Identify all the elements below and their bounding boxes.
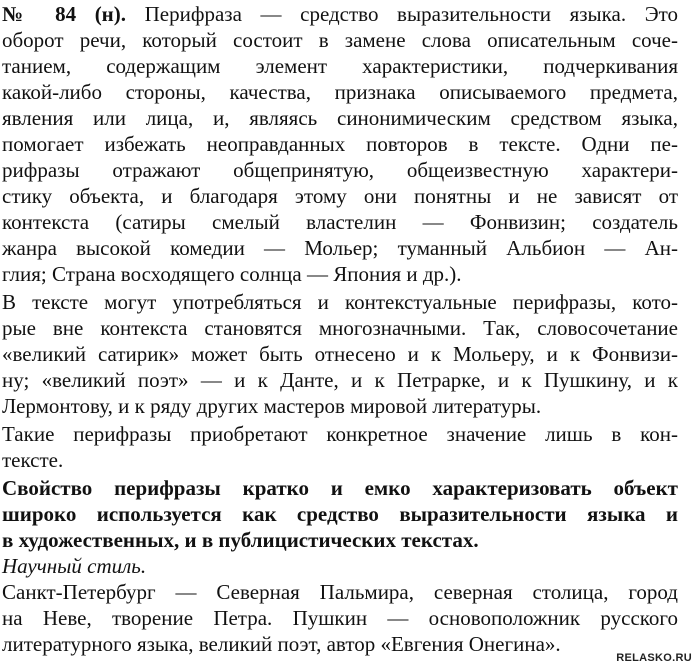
bold-rule-line: в художественных, и в публицистических текстах. [2,528,479,552]
text-line: явления или лица, и, являясь синонимическим средством языка, [2,106,678,130]
watermark: RELASKO.RU [616,652,692,664]
text-line: рифразы отражают общепринятую, общеизвестную характери- [2,158,678,182]
text-line: Перифраза — средство выразительности языка. Это [144,2,678,26]
task-marker: (н). [94,2,127,26]
text-line: Лермонтову, и к ряду других мастеров мировой литературы. [2,394,542,418]
text-line: стику объекта, и благодаря этому они понятны и не зависят от [2,184,678,208]
example-line: Санкт-Петербург — Северная Пальмира, северная столица, город [2,580,678,604]
text-line: Такие перифразы приобретают конкретное значение лишь в кон- [2,422,678,446]
task-first-line [2,1,678,27]
bold-rule-line: Свойство перифразы кратко и емко характеризовать объект [2,476,678,500]
example-line: на Неве, творение Петра. Пушкин — основоположник русского [2,606,678,630]
text-line: рые вне контекста становятся многозначными. Так, словосочетание [2,316,678,340]
bold-rule-line: широко используется как средство выразительности языка и [2,502,678,526]
example-line: литературного языка, великий поэт, автор «Евгения Онегина». [2,632,561,656]
text-line: помогает избежать неоправданных повторов в тексте. Одни пе- [2,132,678,156]
text-line: жанра высокой комедии — Мольер; туманный Альбион — Ан- [2,236,678,260]
text-line: контекста (сатиры смелый властелин — Фонвизин; создатель [2,210,678,234]
task-number: № 84 [2,2,77,26]
text-line: тексте. [2,448,64,472]
text-line: глия; Страна восходящего солнца — Япония и др.). [2,262,462,286]
style-label: Научный стиль. [2,554,147,578]
text-line: какой-либо стороны, качества, признака описываемого предмета, [2,80,678,104]
text-line: оборот речи, который состоит в замене слова описательным соче- [2,28,678,52]
text-line: танием, содержащим элемент характеристики, подчеркивания [2,54,678,78]
text-line: В тексте могут употребляться и контекстуальные перифразы, кото- [2,290,678,314]
text-line: ну; «великий поэт» — и к Данте, и к Петрарке, и к Пушкину, и к [2,368,678,392]
text-line: «великий сатирик» может быть отнесено и к Мольеру, и к Фонвизи- [2,342,678,366]
